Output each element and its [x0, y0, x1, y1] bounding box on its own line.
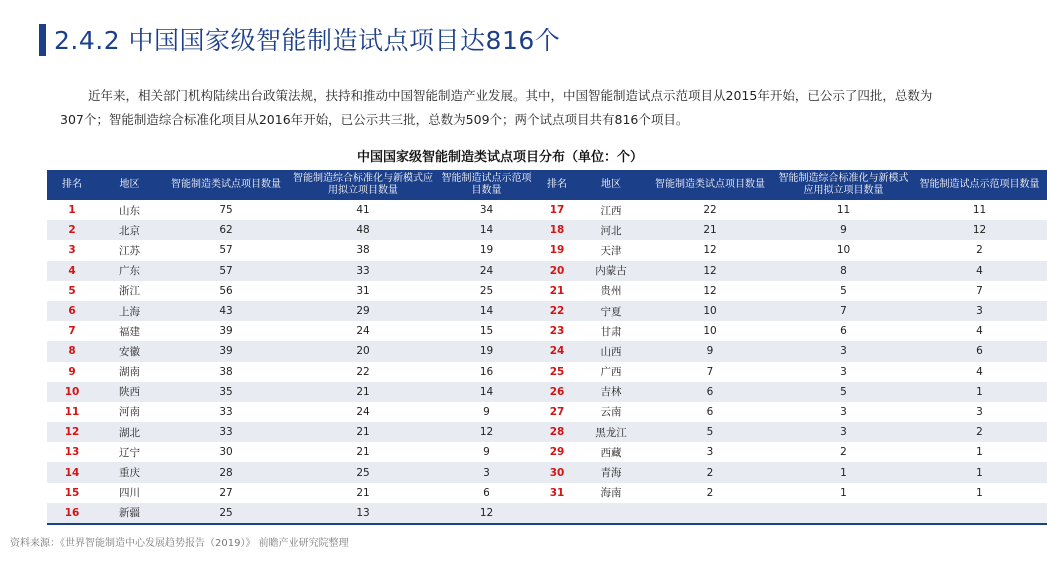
demonstration-cell: 1: [912, 442, 1047, 462]
table-body: [47, 200, 1047, 525]
total-cell: 39: [162, 341, 290, 361]
total-cell: 22: [645, 200, 775, 220]
region-cell: 吉林: [577, 382, 645, 402]
standardization-cell: 10: [775, 240, 912, 260]
demonstration-cell: 14: [436, 382, 537, 402]
standardization-cell: 8: [775, 261, 912, 281]
region-cell: 湖南: [97, 362, 162, 382]
total-cell: 10: [645, 321, 775, 341]
demonstration-cell: 12: [436, 422, 537, 442]
rank-cell: 26: [537, 382, 577, 402]
region-cell: 云南: [577, 402, 645, 422]
table-row: [47, 200, 1047, 220]
region-cell: 内蒙古: [577, 261, 645, 281]
rank-cell: 11: [47, 402, 97, 422]
demonstration-cell: 3: [912, 301, 1047, 321]
total-cell: 6: [645, 402, 775, 422]
region-cell: 北京: [97, 220, 162, 240]
table-row: [47, 382, 1047, 402]
region-cell: 辽宁: [97, 442, 162, 462]
rank-cell: 14: [47, 462, 97, 482]
total-cell: 39: [162, 321, 290, 341]
demonstration-cell: 24: [436, 261, 537, 281]
demonstration-cell: 14: [436, 301, 537, 321]
demonstration-cell: 4: [912, 261, 1047, 281]
standardization-cell: 21: [290, 422, 436, 442]
demonstration-cell: 4: [912, 321, 1047, 341]
standardization-cell: 21: [290, 382, 436, 402]
demonstration-cell: 2: [912, 422, 1047, 442]
total-cell: 12: [645, 240, 775, 260]
region-cell: 江苏: [97, 240, 162, 260]
total-cell: 12: [645, 281, 775, 301]
standardization-cell: 3: [775, 362, 912, 382]
region-cell: 山东: [97, 200, 162, 220]
demonstration-cell: 4: [912, 362, 1047, 382]
demonstration-cell: 9: [436, 442, 537, 462]
standardization-cell: 21: [290, 483, 436, 503]
region-cell: 浙江: [97, 281, 162, 301]
rank-cell: 29: [537, 442, 577, 462]
region-cell: 山西: [577, 341, 645, 361]
header-rank: 排名: [537, 170, 577, 200]
region-cell: [577, 503, 645, 523]
rank-cell: 18: [537, 220, 577, 240]
rank-cell: 15: [47, 483, 97, 503]
total-cell: 3: [645, 442, 775, 462]
title-accent-bar: [39, 24, 46, 56]
table-row: [47, 503, 1047, 523]
demonstration-cell: 3: [912, 402, 1047, 422]
total-cell: 27: [162, 483, 290, 503]
total-cell: 56: [162, 281, 290, 301]
demonstration-cell: 1: [912, 462, 1047, 482]
table-bottom-rule: [47, 523, 1047, 525]
rank-cell: 16: [47, 503, 97, 523]
rank-cell: 30: [537, 462, 577, 482]
total-cell: 6: [645, 382, 775, 402]
rank-cell: 10: [47, 382, 97, 402]
total-cell: 12: [645, 261, 775, 281]
rank-cell: 3: [47, 240, 97, 260]
demonstration-cell: 25: [436, 281, 537, 301]
total-cell: 35: [162, 382, 290, 402]
region-cell: 安徽: [97, 341, 162, 361]
rank-cell: 28: [537, 422, 577, 442]
standardization-cell: 5: [775, 382, 912, 402]
total-cell: 7: [645, 362, 775, 382]
header-standardization: 智能制造综合标准化与新模式应用拟立项目数量: [290, 170, 436, 200]
total-cell: 5: [645, 422, 775, 442]
standardization-cell: 31: [290, 281, 436, 301]
intro-paragraph: [60, 84, 950, 132]
header-demonstration: 智能制造试点示范项目数量: [912, 170, 1047, 200]
rank-cell: 9: [47, 362, 97, 382]
table-row: [47, 261, 1047, 281]
rank-cell: 23: [537, 321, 577, 341]
table-row: [47, 442, 1047, 462]
demonstration-cell: [912, 503, 1047, 523]
total-cell: 10: [645, 301, 775, 321]
total-cell: 57: [162, 240, 290, 260]
table-row: [47, 483, 1047, 503]
rank-cell: 2: [47, 220, 97, 240]
rank-cell: 13: [47, 442, 97, 462]
table-row: [47, 220, 1047, 240]
page-title: 2.4.2 中国国家级智能制造试点项目达816个: [54, 26, 561, 55]
standardization-cell: 29: [290, 301, 436, 321]
header-standardization: 智能制造综合标准化与新模式应用拟立项目数量: [775, 170, 912, 200]
total-cell: 62: [162, 220, 290, 240]
demonstration-cell: 16: [436, 362, 537, 382]
pilot-project-table: [47, 170, 1047, 525]
standardization-cell: 2: [775, 442, 912, 462]
standardization-cell: 21: [290, 442, 436, 462]
total-cell: 30: [162, 442, 290, 462]
demonstration-cell: 15: [436, 321, 537, 341]
region-cell: 宁夏: [577, 301, 645, 321]
table-row: [47, 281, 1047, 301]
total-cell: 2: [645, 483, 775, 503]
total-cell: 43: [162, 301, 290, 321]
region-cell: 海南: [577, 483, 645, 503]
demonstration-cell: 7: [912, 281, 1047, 301]
total-cell: 2: [645, 462, 775, 482]
header-rank: 排名: [47, 170, 97, 200]
total-cell: 75: [162, 200, 290, 220]
rank-cell: [537, 503, 577, 523]
standardization-cell: 33: [290, 261, 436, 281]
standardization-cell: 9: [775, 220, 912, 240]
total-cell: 57: [162, 261, 290, 281]
total-cell: 21: [645, 220, 775, 240]
region-cell: 天津: [577, 240, 645, 260]
intro-text: 近年来，相关部门机构陆续出台政策法规，扶持和推动中国智能制造产业发展。其中，中国智能制造试点示范项目从2015年开始，已公示了四批，总数为307个；智能制造综合标准化项目从2016年开始，已公示共三批，总数为509个；两个试点项目共有816个项目。: [60, 88, 933, 127]
header-region: 地区: [577, 170, 645, 200]
region-cell: 青海: [577, 462, 645, 482]
standardization-cell: 11: [775, 200, 912, 220]
demonstration-cell: 19: [436, 341, 537, 361]
standardization-cell: 20: [290, 341, 436, 361]
rank-cell: 12: [47, 422, 97, 442]
rank-cell: 5: [47, 281, 97, 301]
standardization-cell: 13: [290, 503, 436, 523]
total-cell: 25: [162, 503, 290, 523]
table-row: [47, 341, 1047, 361]
table-title: 中国国家级智能制造类试点项目分布（单位：个）: [356, 150, 643, 165]
region-cell: 西藏: [577, 442, 645, 462]
region-cell: 湖北: [97, 422, 162, 442]
table-row: [47, 422, 1047, 442]
region-cell: 河北: [577, 220, 645, 240]
standardization-cell: 3: [775, 341, 912, 361]
table-row: [47, 462, 1047, 482]
region-cell: 黑龙江: [577, 422, 645, 442]
table-bottom-rule-cell: [47, 523, 1047, 525]
header-demonstration: 智能制造试点示范项目数量: [436, 170, 537, 200]
total-cell: [645, 503, 775, 523]
demonstration-cell: 11: [912, 200, 1047, 220]
standardization-cell: 1: [775, 462, 912, 482]
rank-cell: 7: [47, 321, 97, 341]
region-cell: 福建: [97, 321, 162, 341]
standardization-cell: 41: [290, 200, 436, 220]
rank-cell: 4: [47, 261, 97, 281]
rank-cell: 19: [537, 240, 577, 260]
demonstration-cell: 12: [912, 220, 1047, 240]
region-cell: 新疆: [97, 503, 162, 523]
standardization-cell: 5: [775, 281, 912, 301]
table-row: [47, 301, 1047, 321]
rank-cell: 17: [537, 200, 577, 220]
standardization-cell: 22: [290, 362, 436, 382]
standardization-cell: 7: [775, 301, 912, 321]
rank-cell: 31: [537, 483, 577, 503]
region-cell: 重庆: [97, 462, 162, 482]
rank-cell: 21: [537, 281, 577, 301]
rank-cell: 8: [47, 341, 97, 361]
total-cell: 9: [645, 341, 775, 361]
table-header-row: [47, 170, 1047, 200]
total-cell: 33: [162, 402, 290, 422]
standardization-cell: 24: [290, 321, 436, 341]
rank-cell: 6: [47, 301, 97, 321]
region-cell: 上海: [97, 301, 162, 321]
rank-cell: 24: [537, 341, 577, 361]
demonstration-cell: 34: [436, 200, 537, 220]
region-cell: 江西: [577, 200, 645, 220]
source-note: 资料来源：《世界智能制造中心发展趋势报告（2019）》 前瞻产业研究院整理: [10, 538, 349, 549]
standardization-cell: [775, 503, 912, 523]
demonstration-cell: 1: [912, 483, 1047, 503]
demonstration-cell: 6: [436, 483, 537, 503]
rank-cell: 1: [47, 200, 97, 220]
standardization-cell: 1: [775, 483, 912, 503]
demonstration-cell: 3: [436, 462, 537, 482]
region-cell: 贵州: [577, 281, 645, 301]
total-cell: 28: [162, 462, 290, 482]
standardization-cell: 3: [775, 402, 912, 422]
standardization-cell: 25: [290, 462, 436, 482]
demonstration-cell: 6: [912, 341, 1047, 361]
region-cell: 广东: [97, 261, 162, 281]
rank-cell: 25: [537, 362, 577, 382]
rank-cell: 20: [537, 261, 577, 281]
table-row: [47, 402, 1047, 422]
region-cell: 陕西: [97, 382, 162, 402]
demonstration-cell: 12: [436, 503, 537, 523]
demonstration-cell: 2: [912, 240, 1047, 260]
region-cell: 河南: [97, 402, 162, 422]
demonstration-cell: 14: [436, 220, 537, 240]
standardization-cell: 48: [290, 220, 436, 240]
standardization-cell: 24: [290, 402, 436, 422]
standardization-cell: 3: [775, 422, 912, 442]
standardization-cell: 6: [775, 321, 912, 341]
demonstration-cell: 9: [436, 402, 537, 422]
header-total: 智能制造类试点项目数量: [162, 170, 290, 200]
rank-cell: 22: [537, 301, 577, 321]
table-row: [47, 240, 1047, 260]
rank-cell: 27: [537, 402, 577, 422]
header-region: 地区: [97, 170, 162, 200]
table-row: [47, 321, 1047, 341]
region-cell: 广西: [577, 362, 645, 382]
standardization-cell: 38: [290, 240, 436, 260]
header-total: 智能制造类试点项目数量: [645, 170, 775, 200]
table-row: [47, 362, 1047, 382]
total-cell: 33: [162, 422, 290, 442]
demonstration-cell: 1: [912, 382, 1047, 402]
total-cell: 38: [162, 362, 290, 382]
region-cell: 四川: [97, 483, 162, 503]
demonstration-cell: 19: [436, 240, 537, 260]
region-cell: 甘肃: [577, 321, 645, 341]
